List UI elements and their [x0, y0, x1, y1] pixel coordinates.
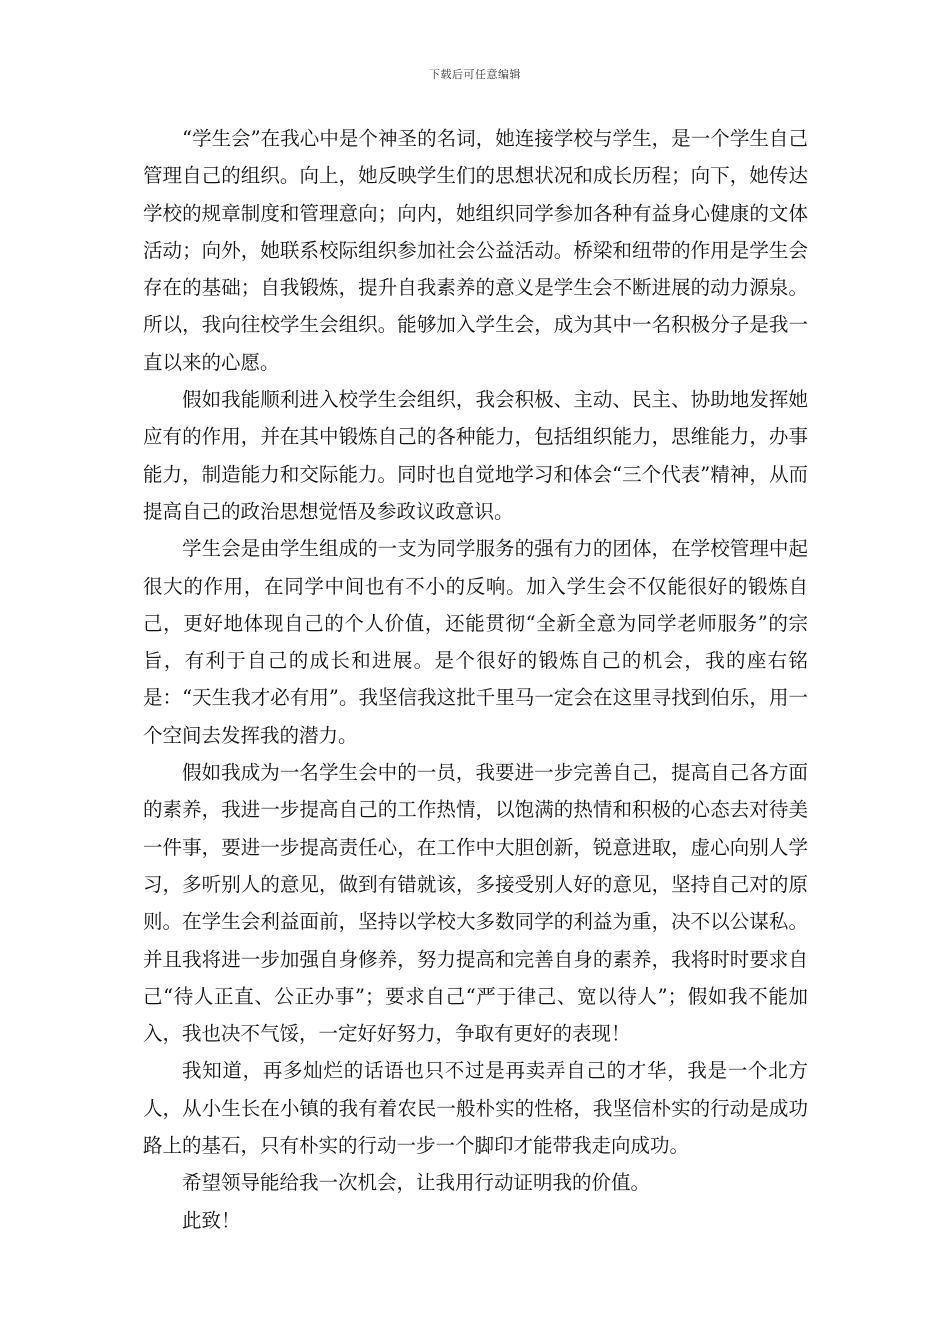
- page-header: 下载后可任意编辑: [429, 68, 521, 81]
- paragraph-student-union-role: 学生会是由学生组成的一支为同学服务的强有力的团体，在学校管理中起很大的作用，在同学中间也有不小的反响。加入学生会不仅能很好的锻炼自己，更好地体现自己的个人价值，还能贯彻“全新全意为同学老师服务”的宗旨，有利于自己的成长和进展。是个很好的锻炼自己的机会，我的座右铭是：“天生我才必有用”。我坚信我这批千里马一定会在这里寻找到伯乐，用一个空间去发挥我的潜力。: [143, 537, 808, 747]
- document-body: [143, 120, 808, 1239]
- paragraph-request: 希望领导能给我一次机会，让我用行动证明我的价值。: [182, 1171, 651, 1195]
- paragraph-self-improvement: 假如我成为一名学生会中的一员，我要进一步完善自己，提高自己各方面的素养，我进一步提高自己的工作热情，以饱满的热情和积极的心态去对待美一件事，要进一步提高责任心，在工作中大胆创新，锐意进取，虚心向别人学习，多听别人的意见，做到有错就该，多接受别人好的意见，坚持自己对的原则。在学生会利益面前，坚持以学校大多数同学的利益为重，决不以公谋私。并且我将进一步加强自身修养，努力提高和完善自身的素养，我将时时要求自己“待人正直、公正办事”；要求自己“严于律己、宽以待人”；假如我不能加入，我也决不气馁，一定好好努力，争取有更好的表现！: [143, 761, 808, 1046]
- paragraph-personal-background: 我知道，再多灿烂的话语也只不过是再卖弄自己的才华，我是一个北方人，从小生长在小镇的我有着农民一般朴实的性格，我坚信朴实的行动是成功路上的基石，只有朴实的行动一步一个脚印才能带我走向成功。: [143, 1059, 808, 1158]
- paragraph-if-admitted: 假如我能顺利进入校学生会组织，我会积极、主动、民主、协助地发挥她应有的作用，并在其中锻炼自己的各种能力，包括组织能力，思维能力，办事能力，制造能力和交际能力。同时也自觉地学习和体会“三个代表”精神，从而提高自己的政治思想觉悟及参政议政意识。: [143, 388, 808, 523]
- paragraph-student-union-intro: “学生会”在我心中是个神圣的名词，她连接学校与学生，是一个学生自己管理自己的组织。向上，她反映学生们的思想状况和成长历程；向下，她传达学校的规章制度和管理意向；向内，她组织同学参加各种有益身心健康的文体活动；向外，她联系校际组织参加社会公益活动。桥梁和纽带的作用是学生会存在的基础；自我锻炼，提升自我素养的意义是学生会不断进展的动力源泉。所以，我向往校学生会组织。能够加入学生会，成为其中一名积极分子是我一直以来的心愿。: [143, 127, 808, 374]
- paragraph-closing: 此致！: [182, 1208, 241, 1232]
